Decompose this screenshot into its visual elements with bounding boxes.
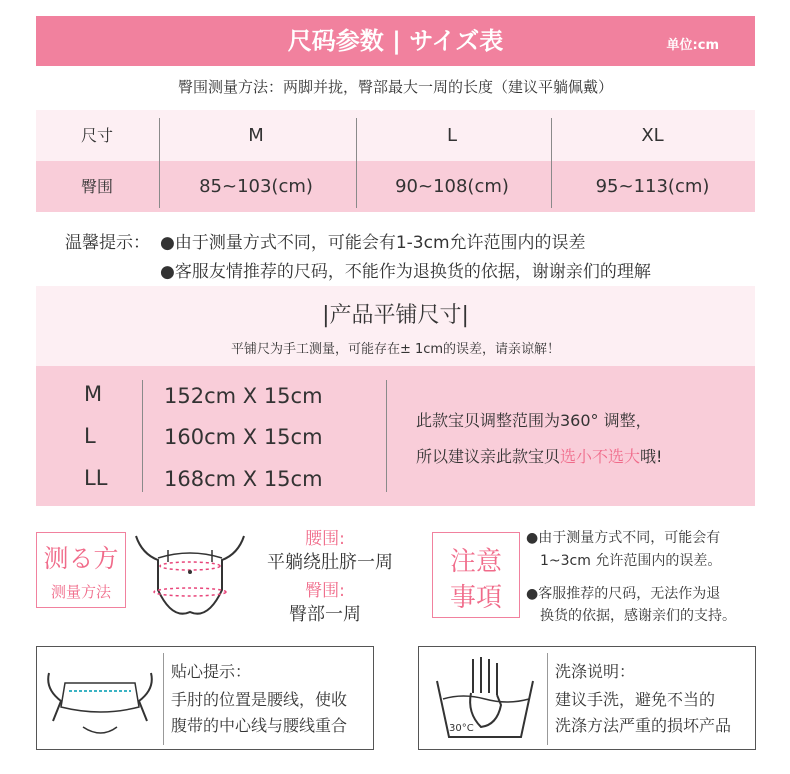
- table-cell: 85~103(cm): [199, 176, 313, 197]
- notice-item: 1~3cm 允许范围内的误差。: [540, 553, 722, 569]
- notice-item: ●由于测量方式不同，可能会有: [526, 530, 721, 546]
- header-banner: [36, 16, 755, 66]
- flat-size-title: |产品平铺尺寸|: [322, 303, 469, 328]
- tip-box-line: 腹带的中心线与腰线重合: [171, 716, 348, 735]
- tip-item: ●由于测量方式不同，可能会有1-3cm允许范围内的误差: [160, 233, 586, 253]
- flat-size-dim: 168cm X 15cm: [164, 467, 323, 491]
- measure-title: 测る方: [43, 544, 119, 573]
- tip-item: ●客服友情推荐的尺码，不能作为退换货的依据，谢谢亲们的理解: [160, 262, 651, 282]
- table-cell: M: [248, 125, 264, 146]
- flat-size-header: [36, 286, 755, 366]
- hip-text: 臀部一周: [289, 604, 361, 625]
- flat-size-label: L: [84, 424, 96, 448]
- unit-label: 单位:cm: [666, 38, 719, 53]
- adjust-note-line1: 此款宝贝调整范围为360° 调整，: [416, 411, 652, 430]
- wash-box-line: 建议手洗，避免不当的: [555, 690, 716, 709]
- divider: [163, 653, 164, 745]
- notice-item: 换货的依据，感谢亲们的支持。: [540, 608, 736, 624]
- wash-box-line: 洗涤方法严重的损坏产品: [555, 716, 732, 735]
- divider: [142, 380, 143, 492]
- table-cell: 臀围: [80, 177, 113, 196]
- flat-size-note: 平铺尺为手工测量，可能存在± 1cm的误差，请亲谅解！: [230, 342, 561, 357]
- adjust-note-highlight: 选小不选大: [560, 447, 641, 466]
- flat-size-label: M: [84, 382, 103, 406]
- table-cell: 尺寸: [80, 126, 113, 145]
- waistline-illustration: [43, 655, 157, 743]
- table-cell: L: [446, 125, 458, 146]
- table-row: [36, 110, 755, 161]
- table-cell: 95~113(cm): [595, 176, 710, 197]
- table-row: [36, 161, 755, 212]
- flat-size-dim: 152cm X 15cm: [164, 384, 323, 408]
- tip-box: [36, 646, 374, 750]
- table-cell: 90~108(cm): [395, 176, 509, 197]
- page-title: 尺码参数 | サイズ表: [287, 27, 504, 55]
- divider: [551, 118, 552, 208]
- waist-label: 腰围:: [305, 529, 345, 549]
- wash-temp: 30°C: [449, 723, 474, 734]
- measure-method-text: 臀围测量方法：两脚并拢，臀部最大一周的长度（建议平躺佩戴）: [177, 78, 613, 96]
- tip-box-title: 贴心提示：: [171, 662, 252, 681]
- notice-item: ●客服推荐的尺码，无法作为退: [526, 586, 721, 602]
- adjust-note-post: 哦!: [640, 447, 663, 466]
- flat-size-label: LL: [84, 466, 108, 490]
- table-cell: XL: [641, 125, 664, 146]
- flat-size-dim: 160cm X 15cm: [164, 425, 323, 449]
- measure-subtitle: 测量方法: [50, 583, 111, 601]
- divider: [356, 118, 357, 208]
- wash-box-title: 洗涤说明：: [555, 662, 636, 681]
- notice-badge: [432, 532, 520, 618]
- tips-label: 温馨提示：: [65, 233, 150, 253]
- waist-text: 平躺绕肚脐一周: [267, 552, 393, 573]
- tip-box-line: 手肘的位置是腰线，使收: [171, 690, 348, 709]
- notice-title-line1: 注意: [449, 547, 502, 577]
- divider: [547, 653, 548, 745]
- divider: [386, 380, 387, 492]
- wash-box: [418, 646, 756, 750]
- hip-label: 臀围:: [305, 581, 345, 601]
- notice-title-line2: 事項: [449, 583, 502, 613]
- body-measure-illustration: [132, 528, 248, 624]
- adjust-note-pre: 所以建议亲此款宝贝: [416, 447, 561, 466]
- measure-method-badge: [36, 532, 126, 608]
- adjust-note-line2: [416, 444, 662, 467]
- flat-size-body: [36, 366, 755, 506]
- divider: [159, 118, 160, 208]
- size-table: [36, 110, 755, 212]
